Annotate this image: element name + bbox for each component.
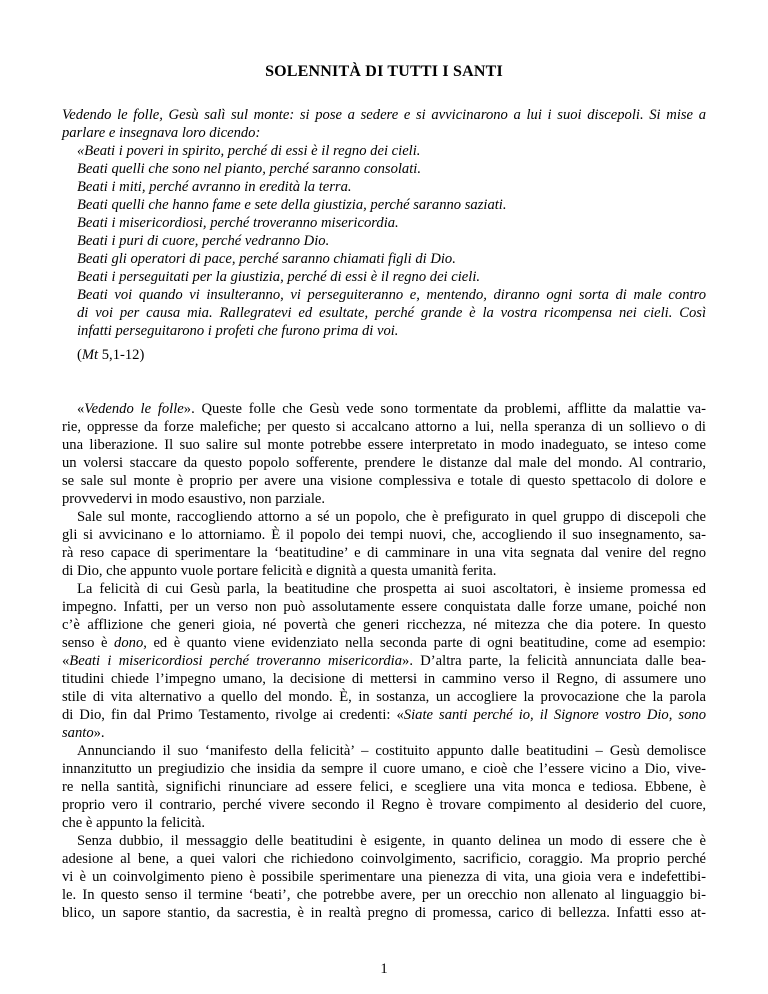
gospel-intro-line: parlare e insegnava loro dicendo: — [62, 125, 261, 141]
text-run: titudini chiede l’impegno umano, la decisione di mettersi in cammino verso il Regno, di assumere uno — [62, 671, 706, 687]
reference-open: ( — [77, 347, 82, 363]
reference-book: Mt — [81, 347, 99, 363]
text-run: che è appunto la felicità. — [62, 815, 206, 831]
beatitude-line: Beati gli operatori di pace, perché saranno chiamati figli di Dio. — [77, 251, 456, 267]
text-run: innanzitutto un pregiudizio che insidia da sempre il cuore umano, e cioè che l’essere vicino a Dio, vive- — [62, 761, 706, 777]
commentary-line — [62, 778, 706, 796]
commentary-line — [62, 724, 105, 742]
text-run: « — [77, 401, 85, 417]
italic-text: santo — [62, 725, 94, 741]
commentary-line — [62, 436, 706, 454]
gospel-intro-line: Vedendo le folle, Gesù salì sul monte: si pose a sedere e si avvicinarono a lui i suoi discepoli. Si mise a — [62, 107, 706, 123]
commentary-line — [62, 706, 706, 724]
gospel-reference — [77, 346, 144, 364]
commentary-line — [77, 400, 706, 418]
commentary-line — [62, 796, 706, 814]
reference-rest: 5,1-12) — [98, 347, 145, 363]
text-run: gli si avvicinano e lo attorniamo. È il popolo dei tempi nuovi, che, accogliendo il suo insegnamento, sa- — [62, 527, 706, 543]
text-run: stile di vita alternativo a quello del mondo. È, in sostanza, un accogliere la provocazione che la parola — [62, 689, 706, 705]
beatitude-line: di voi per causa mia. Rallegratevi ed esultate, perché grande è la vostra ricompensa nei cieli. Così — [77, 305, 706, 321]
commentary-line — [62, 652, 706, 670]
commentary-line — [62, 850, 706, 868]
commentary-line — [62, 886, 706, 904]
text-run: adesione al bene, a quei valori che richiedono coinvolgimento, sacrificio, coraggio. Ma proprio perché — [62, 851, 706, 867]
commentary-line — [77, 742, 706, 760]
text-run: Annunciando il suo ‘manifesto della felicità’ – costituito appunto dalle beatitudini – Gesù demolisce — [77, 743, 706, 759]
italic-text: Vedendo le folle — [84, 401, 184, 417]
page-number: 1 — [380, 961, 388, 977]
commentary-line — [62, 526, 706, 544]
commentary-line — [62, 616, 706, 634]
text-run: c’è afflizione che generi gioia, né povertà che generi ricchezza, né mitezza che dia potere. In questo — [62, 617, 706, 633]
commentary-line — [77, 580, 706, 598]
text-run: una liberazione. Il suo salire sul monte potrebbe essere interpretato in modo inadeguato, se inteso come — [62, 437, 706, 453]
commentary-line — [62, 598, 706, 616]
beatitude-line: Beati quelli che sono nel pianto, perché saranno consolati. — [77, 161, 421, 177]
commentary-line — [62, 544, 706, 562]
commentary-line — [62, 418, 706, 436]
text-run: proprio vero il contrario, perché vivere secondo il Regno è trovare compimento al desiderio del cuore, — [62, 797, 706, 813]
beatitude-line: Beati i perseguitati per la giustizia, perché di essi è il regno dei cieli. — [77, 269, 481, 285]
text-run: ». D’altra parte, la felicità annunciata dalle bea- — [402, 653, 706, 669]
text-run: rà reso capace di sperimentare la ‘beatitudine’ e di camminare in una vita segnata dal venire del regno — [62, 545, 706, 561]
beatitude-line: Beati quelli che hanno fame e sete della giustizia, perché saranno saziati. — [77, 197, 507, 213]
text-run: vi è un coinvolgimento pieno è possibile sperimentare una pienezza di vita, una gioia vera e indefettibi- — [62, 869, 706, 885]
commentary-line — [77, 832, 706, 850]
italic-text: Siate santi perché io, il Signore vostro Dio, sono — [403, 707, 707, 723]
text-run: , ed è quanto viene evidenziato nella seconda parte di ogni beatitudine, come ad esempio: — [143, 635, 706, 651]
italic-text: Beati i misericordiosi perché troveranno misericordia — [69, 653, 403, 669]
beatitude-line: Beati voi quando vi insulteranno, vi perseguiteranno e, mentendo, diranno ogni sorta di male contro — [77, 287, 706, 303]
document-title: SOLENNITÀ DI TUTTI I SANTI — [265, 63, 503, 80]
text-run: Senza dubbio, il messaggio delle beatitudini è esigente, in quanto delinea un modo di essere che è — [77, 833, 706, 849]
commentary-line — [62, 472, 706, 490]
text-run: senso è — [62, 635, 115, 651]
text-run: « — [62, 653, 70, 669]
commentary-line — [62, 670, 706, 688]
commentary-line — [62, 760, 706, 778]
commentary-line — [62, 904, 706, 922]
beatitude-line: Beati i puri di cuore, perché vedranno Dio. — [77, 233, 330, 249]
beatitude-line: Beati i misericordiosi, perché troveranno misericordia. — [77, 215, 399, 231]
beatitude-line: «Beati i poveri in spirito, perché di essi è il regno dei cieli. — [77, 143, 421, 159]
text-run: Sale sul monte, raccogliendo attorno a sé un popolo, che è prefigurato in quel gruppo di discepoli che — [77, 509, 706, 525]
commentary-line — [62, 454, 706, 472]
text-run: di Dio, fin dal Primo Testamento, rivolge ai credenti: « — [62, 707, 404, 723]
commentary-line — [77, 508, 706, 526]
text-run: se sale sul monte è proprio per avere una visione complessiva e totale di questo spettacolo di dolore e — [62, 473, 706, 489]
commentary-line — [62, 868, 706, 886]
text-run: impegno. Infatti, per un verso non può assolutamente essere conquistata dalle forze umane, poiché non — [62, 599, 706, 615]
beatitude-line: infatti perseguitarono i profeti che furono prima di voi. — [77, 323, 399, 339]
commentary-line — [62, 814, 205, 832]
commentary-line — [62, 688, 706, 706]
text-run: blico, un sapore stantio, da sacrestia, è in realtà pregno di promessa, carico di bellezza. Infatti esso at- — [62, 905, 706, 921]
italic-text: dono — [114, 635, 144, 651]
text-run: un volersi staccare da questo popolo sofferente, prendere le distanze dal male del mondo. Al contrario, — [62, 455, 706, 471]
text-run: provvedervi in modo esaustivo, non parziale. — [62, 491, 326, 507]
text-run: di Dio, che appunto vuole portare felicità e dignità a questa umanità ferita. — [62, 563, 497, 579]
text-run: ». — [93, 725, 105, 741]
commentary-line — [62, 634, 706, 652]
text-run: La felicità di cui Gesù parla, la beatitudine che prospetta ai suoi ascoltatori, è insieme promessa ed — [77, 581, 706, 597]
text-run: le. In questo senso il termine ‘beati’, che potrebbe avere, per un orecchio non allenato al linguaggio bi- — [62, 887, 706, 903]
text-run: re nella santità, significhi rinunciare ad essere felici, e scegliere una vita monca e tediosa. Ebbene, è — [62, 779, 706, 795]
commentary-line — [62, 562, 496, 580]
beatitude-line: Beati i miti, perché avranno in eredità la terra. — [77, 179, 352, 195]
text-run: rie, oppresse da forze malefiche; per questo si accalcano attorno a lui, nella speranza di un sollievo o di — [62, 419, 706, 435]
commentary-line — [62, 490, 325, 508]
text-run: ». Queste folle che Gesù vede sono tormentate da problemi, afflitte da malattie va- — [183, 401, 706, 417]
